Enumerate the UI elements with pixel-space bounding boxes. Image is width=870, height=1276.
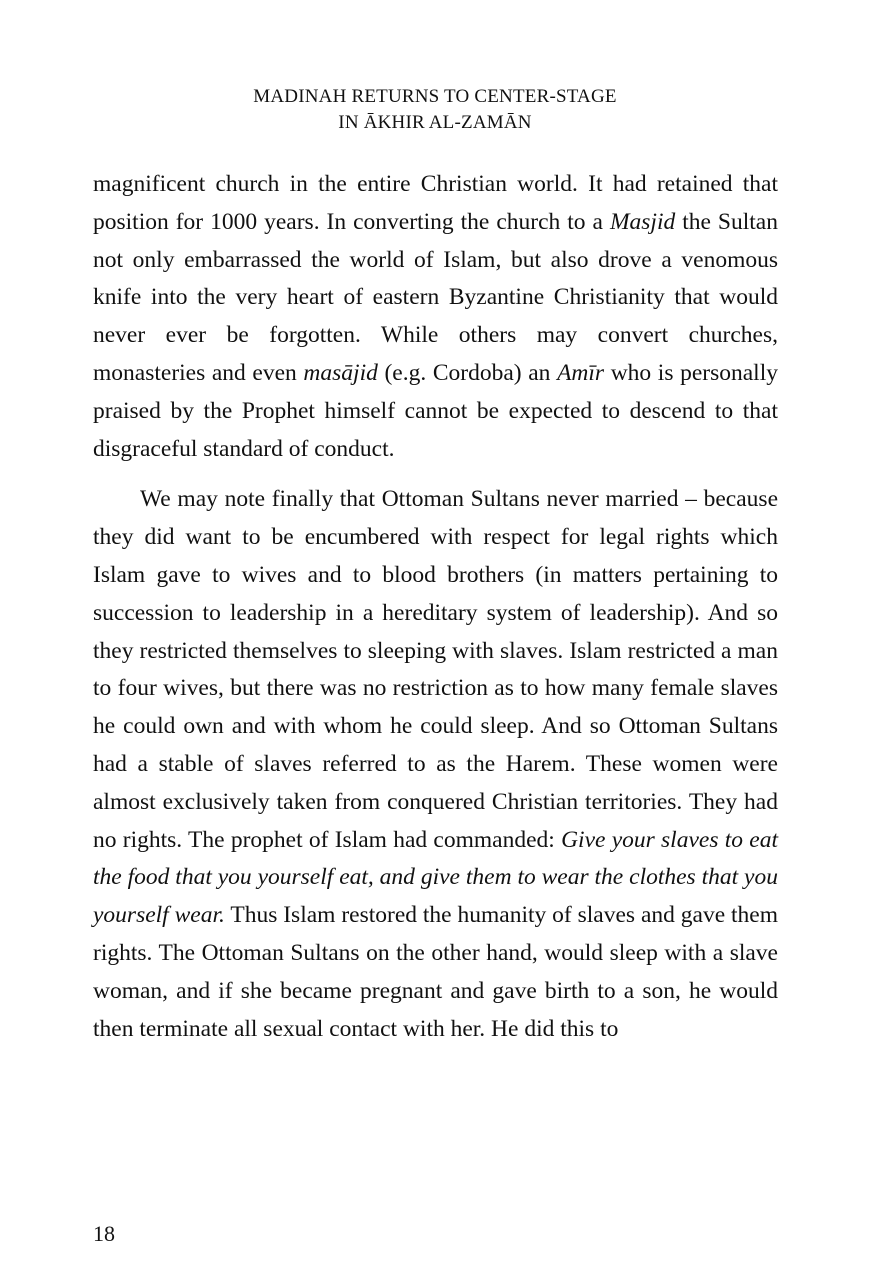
paragraph-1-text-2: the Sultan not only embarrassed the world of Islam, but also drove a venomous knife into the very heart of eastern Byzantine Christianity that would never ever be forgotten. While others may convert churches, monasteries and even bbox=[93, 208, 778, 386]
running-head-line-2: IN ĀKHIR AL-ZAMĀN bbox=[338, 112, 532, 133]
paragraph-1-italic-masjid: Masjid bbox=[609, 208, 676, 235]
paragraph-1-text-1: magnificent church in the entire Christian world. It had retained that position for 1000 years. In converting the church to a bbox=[93, 171, 778, 235]
paragraph-2-text-1: We may note finally that Ottoman Sultans never married – because they did want to be encumbered with respect for legal rights which Islam gave to wives and to blood brothers (in matters pertaining to succession to leadership in a hereditary system of leadership). And so they restricted themselves to sleeping with slaves. Islam restricted a man to four wives, but there was no restriction as to how many female slaves he could own and with whom he could sleep. And so Ottoman Sultans had a stable of slaves referred to as the Harem. These women were almost exclusively taken from conquered Christian territories. They had no rights. The prophet of Islam had commanded: bbox=[93, 486, 778, 853]
paragraph-2 bbox=[93, 481, 778, 1048]
paragraph-1-text-4: who is personally praised by the Prophet himself cannot be expected to descend to that disgraceful standard of conduct. bbox=[93, 359, 778, 462]
paragraph-1 bbox=[93, 166, 778, 468]
paragraph-2-text-2: Thus Islam restored the humanity of slaves and gave them rights. The Ottoman Sultans on the other hand, would sleep with a slave woman, and if she became pregnant and gave birth to a son, he would then terminate all sexual contact with her. He did this to bbox=[93, 902, 779, 1042]
paragraph-1-italic-amir: Amīr bbox=[557, 359, 605, 386]
paragraph-1-text-3: (e.g. Cordoba) an bbox=[377, 359, 558, 386]
running-head bbox=[0, 84, 870, 136]
body-text bbox=[93, 166, 778, 1048]
running-head-line-1: MADINAH RETURNS TO CENTER-STAGE bbox=[253, 86, 617, 107]
paragraph-2-italic-quote: Give your slaves to eat the food that you yourself eat, and give them to wear the clothes that you yourself wear. bbox=[93, 826, 778, 929]
paragraph-1-italic-masajid: masājid bbox=[303, 359, 378, 386]
page-number: 18 bbox=[93, 1221, 115, 1246]
